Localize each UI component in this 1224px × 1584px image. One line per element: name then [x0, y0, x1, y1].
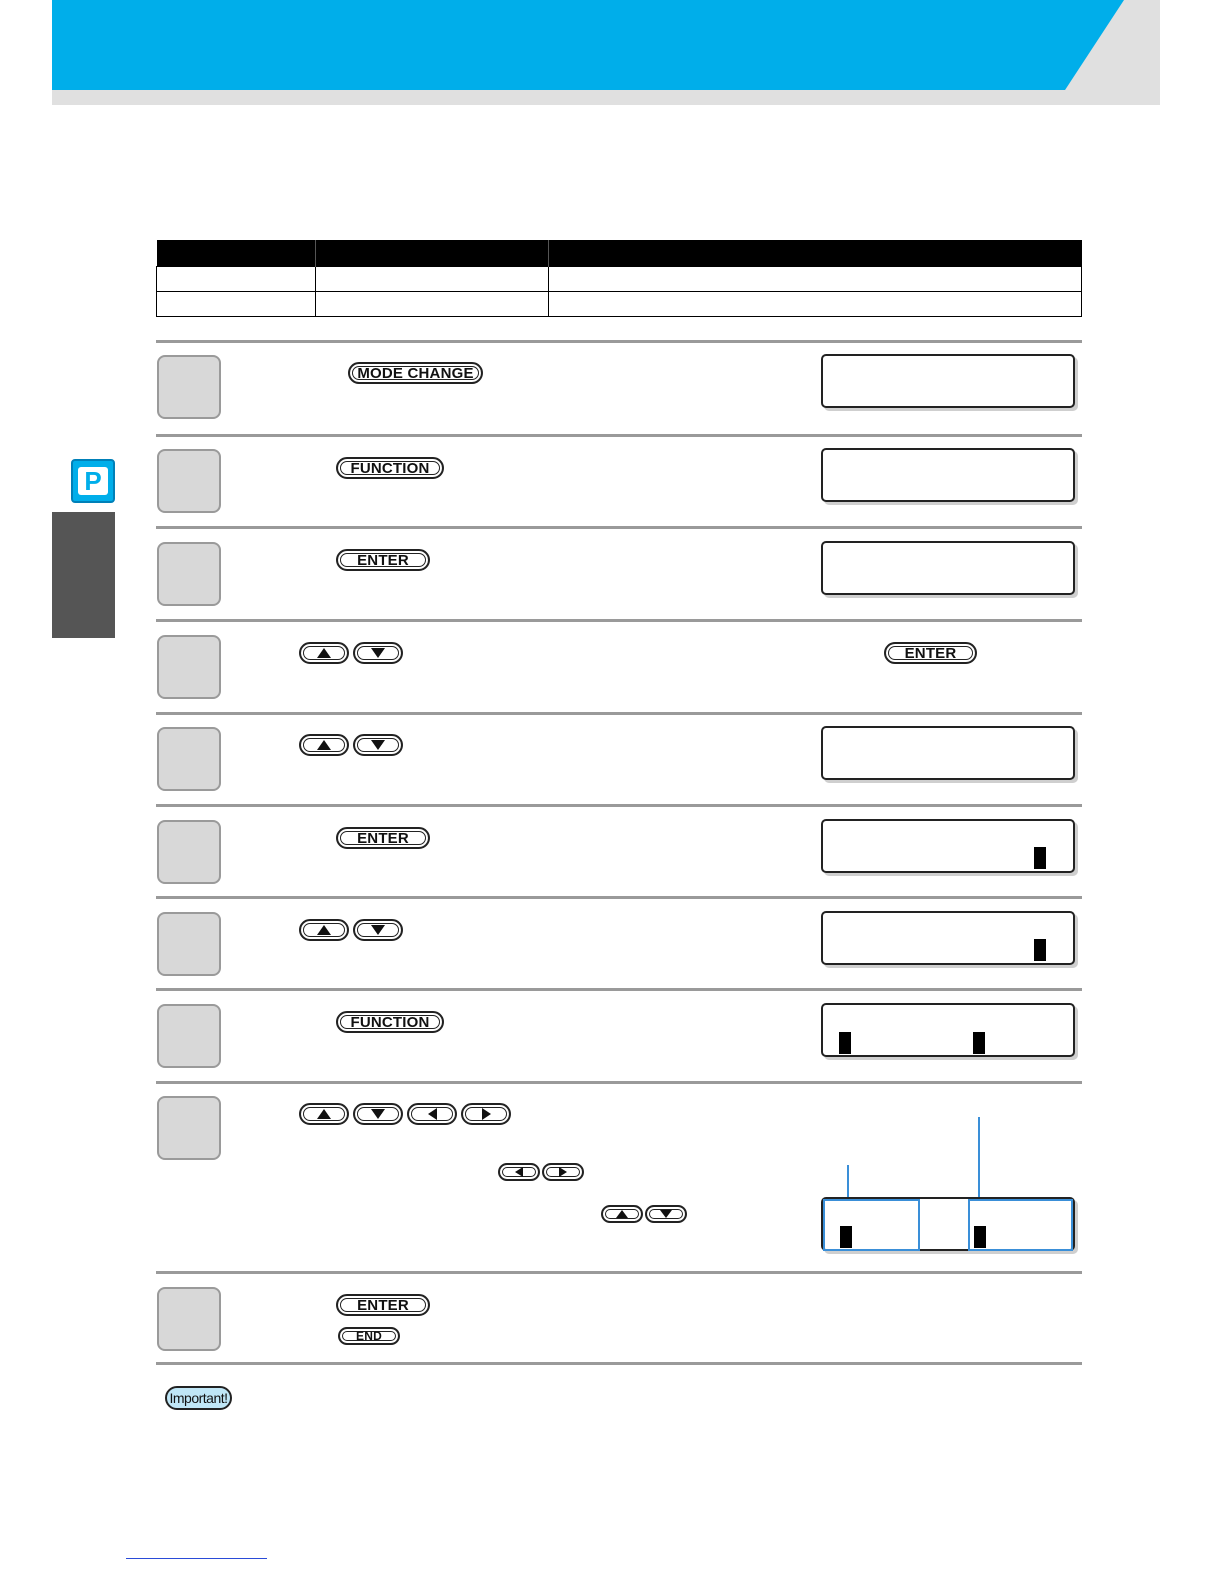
step-divider: [156, 1362, 1082, 1365]
enter-key[interactable]: ENTER: [336, 1294, 430, 1316]
step-4-box: [157, 635, 221, 699]
table-row: [157, 267, 1082, 292]
step-divider: [156, 1081, 1082, 1084]
down-key[interactable]: [353, 919, 403, 941]
step-6-box: [157, 820, 221, 884]
up-arrow-icon: [317, 740, 331, 750]
step-divider: [156, 619, 1082, 622]
enter-key[interactable]: ENTER: [336, 549, 430, 571]
right-key[interactable]: [542, 1163, 584, 1181]
up-arrow-icon: [317, 648, 331, 658]
lcd-display-step-5: [821, 726, 1075, 780]
mode-change-key[interactable]: MODE CHANGE: [348, 362, 483, 384]
table-header-row: [157, 240, 1082, 267]
lcd-display-step-8: [821, 1003, 1075, 1057]
enter-key[interactable]: ENTER: [884, 642, 977, 664]
up-arrow-icon: [317, 1109, 331, 1119]
step-divider: [156, 804, 1082, 807]
step-divider: [156, 1271, 1082, 1274]
step-7-box: [157, 912, 221, 976]
step-divider: [156, 526, 1082, 529]
down-key[interactable]: [353, 1103, 403, 1125]
settings-table: [156, 240, 1082, 317]
lcd-cursor: [839, 1032, 851, 1054]
lcd-display-step-2: [821, 448, 1075, 502]
lcd-cursor: [1034, 847, 1046, 869]
callout-line: [978, 1117, 980, 1199]
step-9-box: [157, 1096, 221, 1160]
left-arrow-icon: [428, 1108, 437, 1120]
down-key[interactable]: [353, 734, 403, 756]
up-key[interactable]: [299, 734, 349, 756]
table-row: [157, 292, 1082, 317]
header-band: [52, 0, 1124, 90]
up-arrow-icon: [317, 925, 331, 935]
step-divider: [156, 988, 1082, 991]
chapter-p-letter: P: [78, 467, 108, 495]
callout-line: [847, 1165, 849, 1199]
callout-highlight-right: [968, 1199, 1073, 1251]
up-arrow-icon: [616, 1210, 628, 1218]
left-arrow-icon: [515, 1167, 523, 1177]
step-divider: [156, 896, 1082, 899]
down-key[interactable]: [353, 642, 403, 664]
down-arrow-icon: [371, 1109, 385, 1119]
function-key[interactable]: FUNCTION: [336, 457, 444, 479]
up-key[interactable]: [299, 1103, 349, 1125]
left-key[interactable]: [407, 1103, 457, 1125]
up-key[interactable]: [299, 642, 349, 664]
right-arrow-icon: [482, 1108, 491, 1120]
down-key[interactable]: [645, 1205, 687, 1223]
right-key[interactable]: [461, 1103, 511, 1125]
down-arrow-icon: [660, 1210, 672, 1218]
callout-highlight-left: [823, 1199, 920, 1251]
step-2-box: [157, 449, 221, 513]
step-10-box: [157, 1287, 221, 1351]
footer-link-underline: [126, 1558, 267, 1559]
step-1-box: [157, 355, 221, 419]
step-5-box: [157, 727, 221, 791]
lcd-display-step-7: [821, 911, 1075, 965]
enter-key[interactable]: ENTER: [336, 827, 430, 849]
lcd-display-step-1: [821, 354, 1075, 408]
lcd-display-step-6: [821, 819, 1075, 873]
lcd-cursor: [1034, 939, 1046, 961]
end-key[interactable]: END: [338, 1327, 400, 1345]
chapter-p-icon: [71, 459, 115, 503]
step-divider: [156, 340, 1082, 343]
down-arrow-icon: [371, 925, 385, 935]
step-3-box: [157, 542, 221, 606]
step-divider: [156, 434, 1082, 437]
lcd-display-step-3: [821, 541, 1075, 595]
right-arrow-icon: [559, 1167, 567, 1177]
up-key[interactable]: [299, 919, 349, 941]
chapter-side-tab: [52, 512, 115, 638]
up-key[interactable]: [601, 1205, 643, 1223]
lcd-cursor: [973, 1032, 985, 1054]
function-key[interactable]: FUNCTION: [336, 1011, 444, 1033]
down-arrow-icon: [371, 648, 385, 658]
left-key[interactable]: [498, 1163, 540, 1181]
important-badge: Important!: [165, 1386, 232, 1410]
step-divider: [156, 712, 1082, 715]
step-8-box: [157, 1004, 221, 1068]
down-arrow-icon: [371, 740, 385, 750]
